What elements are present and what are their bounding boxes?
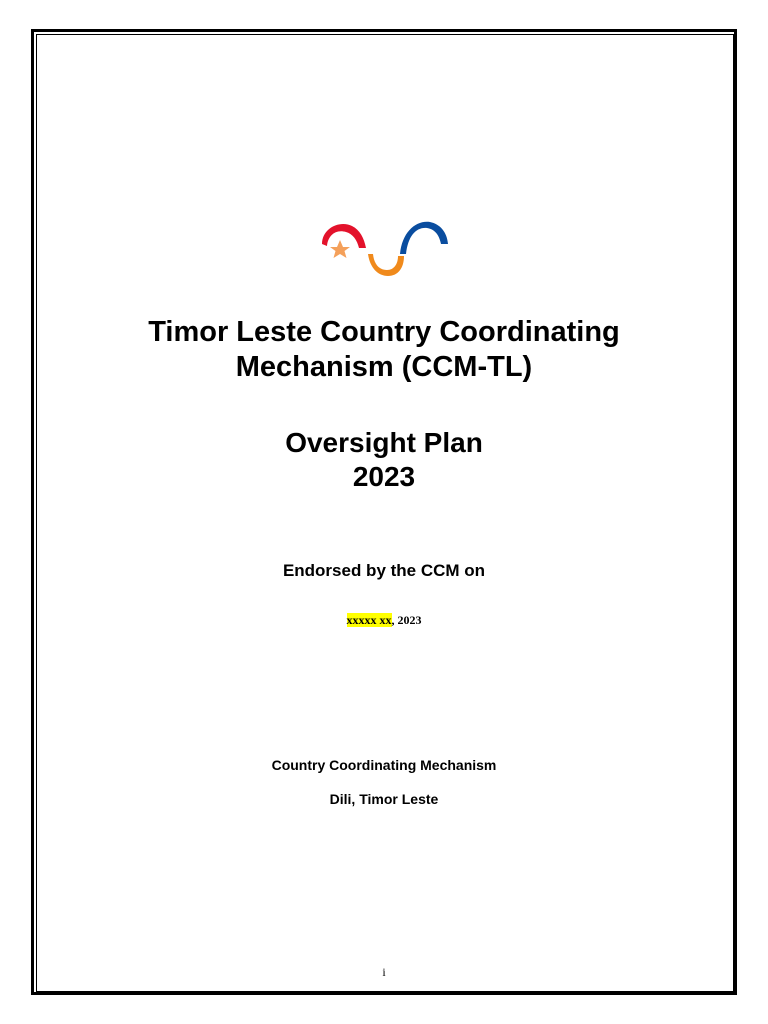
logo-star	[330, 240, 350, 258]
subtitle-line-2: 2023	[352, 461, 416, 492]
title-line-1: Timor Leste Country Coordinating	[148, 316, 620, 348]
logo-blue-arc	[400, 222, 448, 254]
page-border-inner	[36, 34, 734, 992]
subtitle-line-1: Oversight Plan	[285, 427, 483, 458]
document-subtitle	[60, 426, 708, 494]
title-line-2: Mechanism (CCM-TL)	[235, 351, 533, 383]
page-number: i	[382, 965, 386, 979]
logo-red-arc	[322, 224, 366, 248]
endorsed-statement: Endorsed by the CCM on	[282, 561, 486, 580]
organization-name: Country Coordinating Mechanism	[271, 757, 497, 773]
organization-location: Dili, Timor Leste	[329, 791, 439, 807]
date-year: , 2023	[391, 613, 422, 627]
endorsement-date	[60, 612, 708, 628]
date-placeholder-highlight: xxxxx xx	[346, 613, 392, 627]
ccm-logo-icon	[316, 218, 452, 284]
logo-orange-arc	[368, 254, 404, 276]
document-title	[60, 315, 708, 385]
